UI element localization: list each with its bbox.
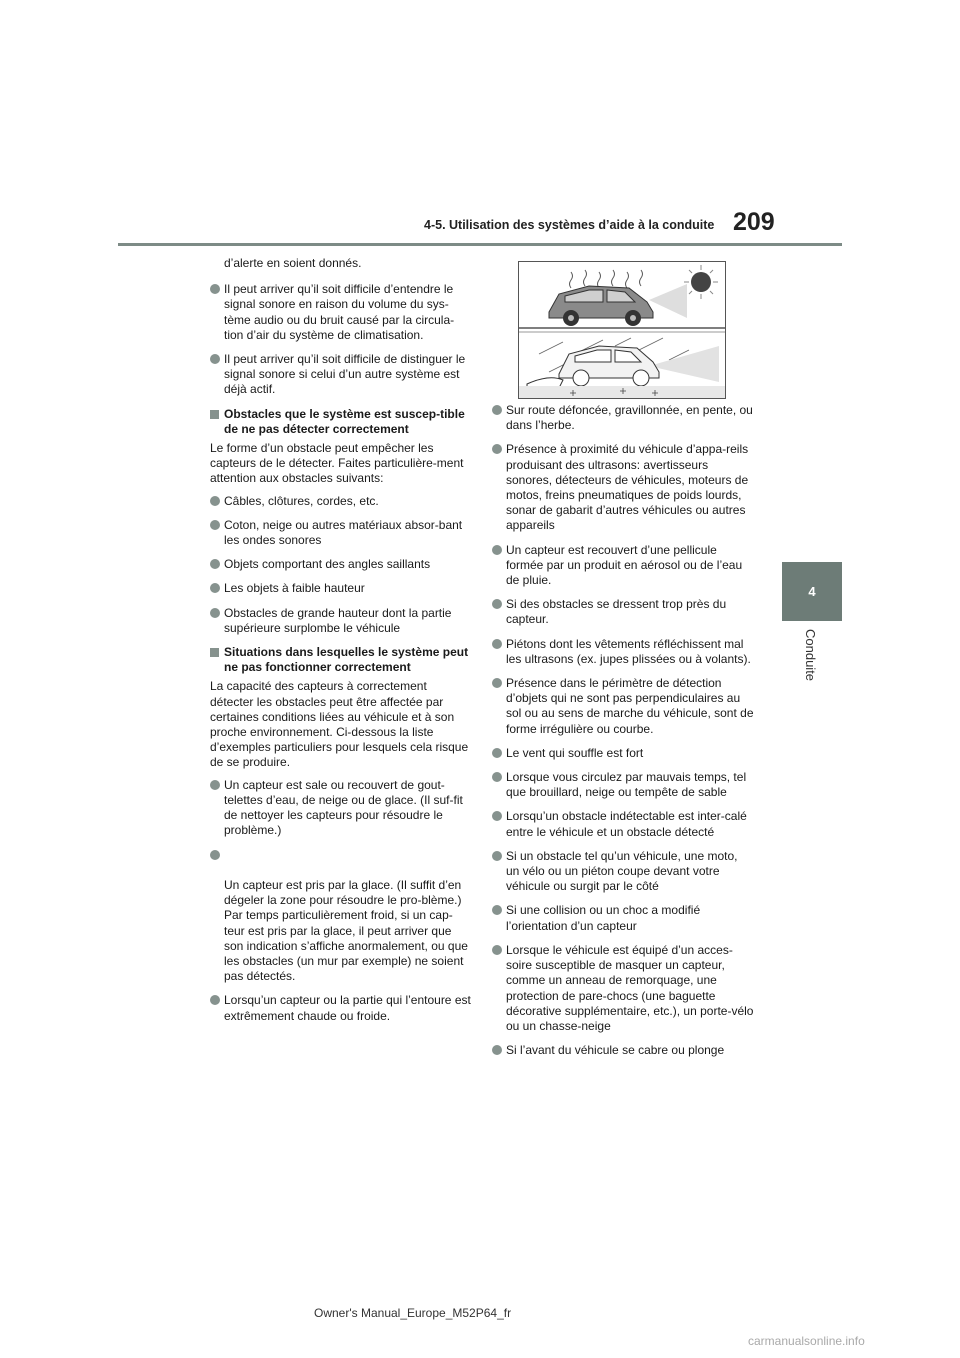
bullet-icon [210, 520, 220, 530]
bullet-icon [492, 772, 502, 782]
list-item: Lorsqu’un obstacle indétectable est inter-calé entre le véhicule et un obstacle détecté [492, 809, 754, 839]
section-heading: Situations dans lesquelles le système peut ne pas fonctionner correctement [210, 645, 472, 675]
sensor-beam [649, 284, 687, 318]
bullet-icon [210, 850, 220, 860]
watermark-text: carmanualsonline.info [748, 1334, 865, 1348]
list-item: Présence à proximité du véhicule d’appa-reils produisant des ultrasons: avertisseurs sonores, détecteurs de véhicules, moteurs de motos, freins pneumatiques de poids lourds, sonar de gabarit d’autres véhicules ou autres appareils [492, 442, 754, 533]
list-item: Un capteur est recouvert d’une pellicule formée par un produit en aérosol ou de l’eau de pluie. [492, 543, 754, 589]
bullet-icon [492, 444, 502, 454]
list-item: Lorsque le véhicule est équipé d’un acces-soire susceptible de masquer un capteur, comme un anneau de remorquage, une protection de pare-chocs (une baguette décorative supplémentaire, etc.), un porte-vélo ou un chasse-neige [492, 943, 754, 1034]
bullet-icon [492, 678, 502, 688]
bullet-icon [210, 583, 220, 593]
bullet-icon [210, 559, 220, 569]
bullet-icon [210, 995, 220, 1005]
bullet-icon [210, 780, 220, 790]
section-intro: La capacité des capteurs à correctement détecter les obstacles peut être affectée par certaines conditions liées au véhicule et à son proche environnement. Ci-dessous la liste d’exemples particuliers pour lesquels cela risque de se produire. [210, 679, 469, 770]
square-bullet-icon [210, 648, 219, 657]
chapter-label: Conduite [803, 629, 818, 682]
list-item: Câbles, clôtures, cordes, etc. [210, 494, 472, 509]
bullet-icon [492, 545, 502, 555]
footer-text: Owner's Manual_Europe_M52P64_fr [314, 1306, 512, 1320]
right-column [492, 403, 754, 1067]
continuation-text: d’alerte en soient donnés. [224, 256, 362, 270]
section-heading: Obstacles que le système est suscep-tible de ne pas détecter correctement [210, 407, 472, 437]
list-item: Si des obstacles se dressent trop près du capteur. [492, 597, 754, 627]
chapter-tab [782, 562, 842, 621]
list-item: Sur route défoncée, gravillonnée, en pente, ou dans l’herbe. [492, 403, 754, 433]
bullet-icon [492, 851, 502, 861]
bullet-icon [492, 748, 502, 758]
list-item: Il peut arriver qu’il soit difficile d’entendre le signal sonore en raison du volume du sys-tème audio ou du bruit causé par la circula-tion d’air du système de climatisation. [210, 282, 472, 343]
list-item: Objets comportant des angles saillants [210, 557, 472, 572]
sun-icon [684, 265, 718, 299]
list-item: Obstacles de grande hauteur dont la partie supérieure surplombe le véhicule [210, 606, 472, 636]
section-title: 4-5. Utilisation des systèmes d’aide à la conduite [424, 218, 715, 232]
left-column [210, 256, 472, 1033]
bullet-icon [210, 608, 220, 618]
bullet-icon [492, 1045, 502, 1055]
bullet-icon [492, 945, 502, 955]
illustration-figure [518, 261, 726, 399]
list-item: Présence dans le périmètre de détection d’objets qui ne sont pas perpendiculaires au sol ou au sens de marche du véhicule, sont de forme irrégulière ou courbe. [492, 676, 754, 737]
list-item: Si un obstacle tel qu’un véhicule, une moto, un vélo ou un piéton coupe devant votre véhicule ou surgit par le côté [492, 849, 754, 895]
heat-waves-icon [570, 270, 643, 288]
list-item: Un capteur est pris par la glace. (Il suffit d’en dégeler la zone pour résoudre le pro-blème.) Par temps particulièrement froid, si un cap-teur est pris par la glace, il peut arriver que son indication s’affiche anormalement, ou que les obstacles (un mur par exemple) ne soient pas détectés. [210, 848, 472, 985]
list-item: Le vent qui souffle est fort [492, 746, 754, 761]
list-item: Si une collision ou un choc a modifié l’orientation d’un capteur [492, 903, 754, 933]
list-item: Un capteur est sale ou recouvert de gout-telettes d’eau, de neige ou de glace. (Il suf-fit de nettoyer les capteurs pour résoudre le problème.) [210, 778, 472, 839]
page-number: 209 [733, 208, 775, 236]
bullet-icon [492, 405, 502, 415]
square-bullet-icon [210, 410, 219, 419]
section-intro: Le forme d’un obstacle peut empêcher les capteurs de le détecter. Faites particulière-ment attention aux obstacles suivants: [210, 441, 464, 486]
bullet-icon [492, 811, 502, 821]
list-item: Lorsqu’un capteur ou la partie qui l’entoure est extrêmement chaude ou froide. [210, 993, 472, 1023]
car-illustration [519, 262, 725, 398]
bullet-icon [210, 354, 220, 364]
list-item: Lorsque vous circulez par mauvais temps, tel que brouillard, neige ou tempête de sable [492, 770, 754, 800]
car-icon [559, 346, 659, 386]
bullet-icon [210, 284, 220, 294]
list-item: Piétons dont les vêtements réfléchissent mal les ultrasons (ex. jupes plissées ou à volants). [492, 637, 754, 667]
list-item: Il peut arriver qu’il soit difficile de distinguer le signal sonore si celui d’un autre système est déjà actif. [210, 352, 472, 398]
bullet-icon [492, 639, 502, 649]
bullet-icon [210, 496, 220, 506]
car-icon [549, 286, 653, 326]
bullet-icon [492, 905, 502, 915]
header-divider [118, 243, 842, 246]
chapter-number: 4 [808, 584, 816, 599]
list-item: Les objets à faible hauteur [210, 581, 472, 596]
list-item: Si l’avant du véhicule se cabre ou plonge [492, 1043, 754, 1058]
list-item: Coton, neige ou autres matériaux absor-bant les ondes sonores [210, 518, 472, 548]
bullet-icon [492, 599, 502, 609]
